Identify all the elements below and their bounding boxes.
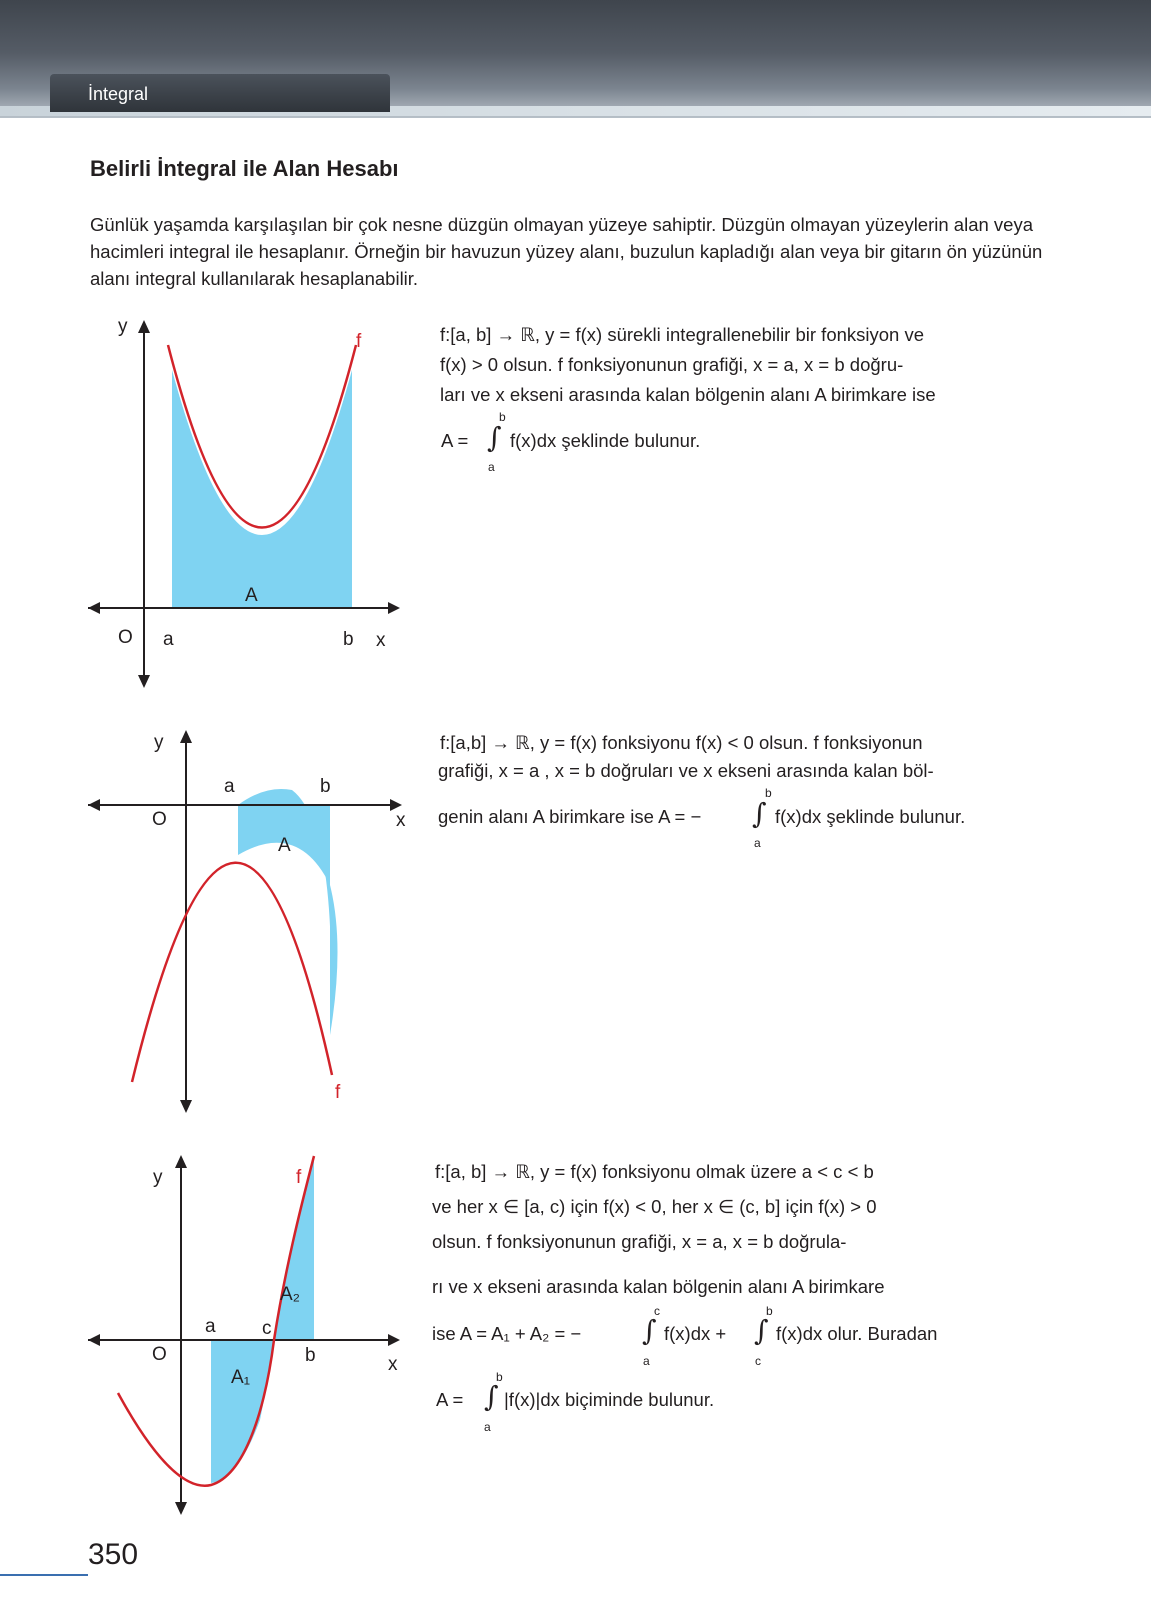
y-axis-label: y — [118, 316, 128, 337]
case3-line6-post: |f(x)|dx biçiminde bulunur. — [504, 1389, 715, 1410]
graph-split-area — [80, 1150, 410, 1520]
case1-line2: f(x) > 0 olsun. f fonksiyonunun grafiği, x = a, x = b doğru- — [440, 354, 904, 375]
case3-line5-pre: ise A = A₁ + A₂ = − — [432, 1323, 582, 1344]
region-label-a: A — [245, 585, 258, 606]
a-label: a — [163, 629, 174, 650]
intro-paragraph: Günlük yaşamda karşılaşılan bir çok nesne düzgün olmayan yüzeye sahiptir. Düzgün olmayan yüzeylerin alan veya hacimleri integral ile hesaplanır. Örneğin bir havuzun yüzey alanı, buzulun kapladığı alan veya bir gitarın ön yüzünün alanı integral kullanılarak hesaplanabilir. — [90, 214, 1043, 289]
y-axis-label: y — [154, 732, 164, 753]
region-a-fill — [172, 370, 352, 608]
origin-label: O — [118, 627, 133, 648]
section-title: Belirli İntegral ile Alan Hesabı — [90, 156, 399, 181]
case3-int2-lower: c — [755, 1354, 761, 1368]
case3-int1-upper: c — [654, 1304, 660, 1318]
case3-line4: rı ve x ekseni arasında kalan bölgenin alanı A birimkare — [432, 1276, 885, 1297]
x-axis-label: x — [388, 1354, 398, 1375]
x-axis-arrow-left — [88, 1334, 100, 1346]
integral-sign: ∫ — [754, 1314, 769, 1347]
case3-line1: f:[a, b] → ℝ, y = f(x) fonksiyonu olmak üzere a < c < b — [435, 1161, 874, 1182]
region-label-a: A — [278, 835, 291, 856]
a-label: a — [205, 1316, 216, 1337]
case2-upper-limit: b — [765, 786, 772, 800]
case3-line5-post: f(x)dx olur. Buradan — [776, 1323, 938, 1344]
case3-line2: ve her x ∈ [a, c) için f(x) < 0, her x ∈ (c, b] için f(x) > 0 — [432, 1196, 877, 1217]
b-label: b — [343, 629, 354, 650]
x-axis-label: x — [376, 630, 386, 651]
y-axis-arrow-up — [138, 320, 150, 333]
case1-lower-limit: a — [488, 460, 495, 474]
case3-line3: olsun. f fonksiyonunun grafiği, x = a, x = b doğrula- — [432, 1231, 847, 1252]
region-label-a1: A₁ — [231, 1367, 251, 1388]
case3-line5-mid: f(x)dx + — [664, 1323, 727, 1344]
origin-label: O — [152, 809, 167, 830]
a-label: a — [224, 776, 235, 797]
region-a1-fill — [211, 1340, 274, 1483]
case2-line2: grafiği, x = a , x = b doğruları ve x ekseni arasında kalan böl- — [438, 760, 934, 781]
b-label: b — [305, 1345, 316, 1366]
case2-line3-pre: genin alanı A birimkare ise A = − — [438, 806, 702, 827]
page-number: 350 — [88, 1538, 139, 1571]
y-axis-arrow-up — [180, 730, 192, 743]
chapter-title: İntegral — [88, 84, 149, 104]
case3-int1-lower: a — [643, 1354, 650, 1368]
region-label-a2: A₂ — [280, 1284, 301, 1305]
x-axis-arrow-right — [388, 1334, 400, 1346]
curve-f — [132, 863, 332, 1082]
y-axis-arrow-down — [175, 1502, 187, 1515]
case2-line1: f:[a,b] → ℝ, y = f(x) fonksiyonu f(x) < 0 olsun. f fonksiyonun — [440, 732, 923, 753]
graph-positive-area — [80, 315, 410, 695]
case1-line1: f:[a, b] → ℝ, y = f(x) sürekli integrallenebilir bir fonksiyon ve — [440, 324, 925, 345]
b-label: b — [320, 776, 331, 797]
case1-line3: ları ve x ekseni arasında kalan bölgenin alanı A birimkare ise — [440, 384, 936, 405]
case3-int3-lower: a — [484, 1420, 491, 1434]
x-axis-label: x — [396, 810, 406, 831]
y-axis-arrow-up — [175, 1155, 187, 1168]
y-axis-arrow-down — [180, 1100, 192, 1113]
origin-label: O — [152, 1344, 167, 1365]
page-number-underline — [0, 1574, 88, 1576]
x-axis-arrow-right — [388, 602, 400, 614]
integral-sign: ∫ — [487, 421, 502, 454]
curve-label-f: f — [335, 1082, 341, 1103]
case1-upper-limit: b — [499, 410, 506, 424]
c-label: c — [262, 1318, 272, 1339]
curve-label-f: f — [356, 331, 362, 352]
integral-sign: ∫ — [484, 1380, 499, 1413]
x-axis-arrow-left — [88, 799, 100, 811]
case3-int3-upper: b — [496, 1370, 503, 1384]
case2-lower-limit: a — [754, 836, 761, 850]
integral-sign: ∫ — [642, 1314, 657, 1347]
graph-negative-area — [80, 725, 420, 1115]
curve-label-f: f — [296, 1167, 302, 1188]
case1-formula-rhs: f(x)dx şeklinde bulunur. — [510, 430, 701, 451]
case1-formula-lhs: A = — [441, 430, 469, 451]
integral-sign: ∫ — [752, 797, 767, 830]
y-axis-label: y — [153, 1167, 163, 1188]
case3-line6-pre: A = — [436, 1389, 464, 1410]
y-axis-arrow-down — [138, 675, 150, 688]
case3-int2-upper: b — [766, 1304, 773, 1318]
case2-line3-post: f(x)dx şeklinde bulunur. — [775, 806, 966, 827]
x-axis-arrow-left — [88, 602, 100, 614]
